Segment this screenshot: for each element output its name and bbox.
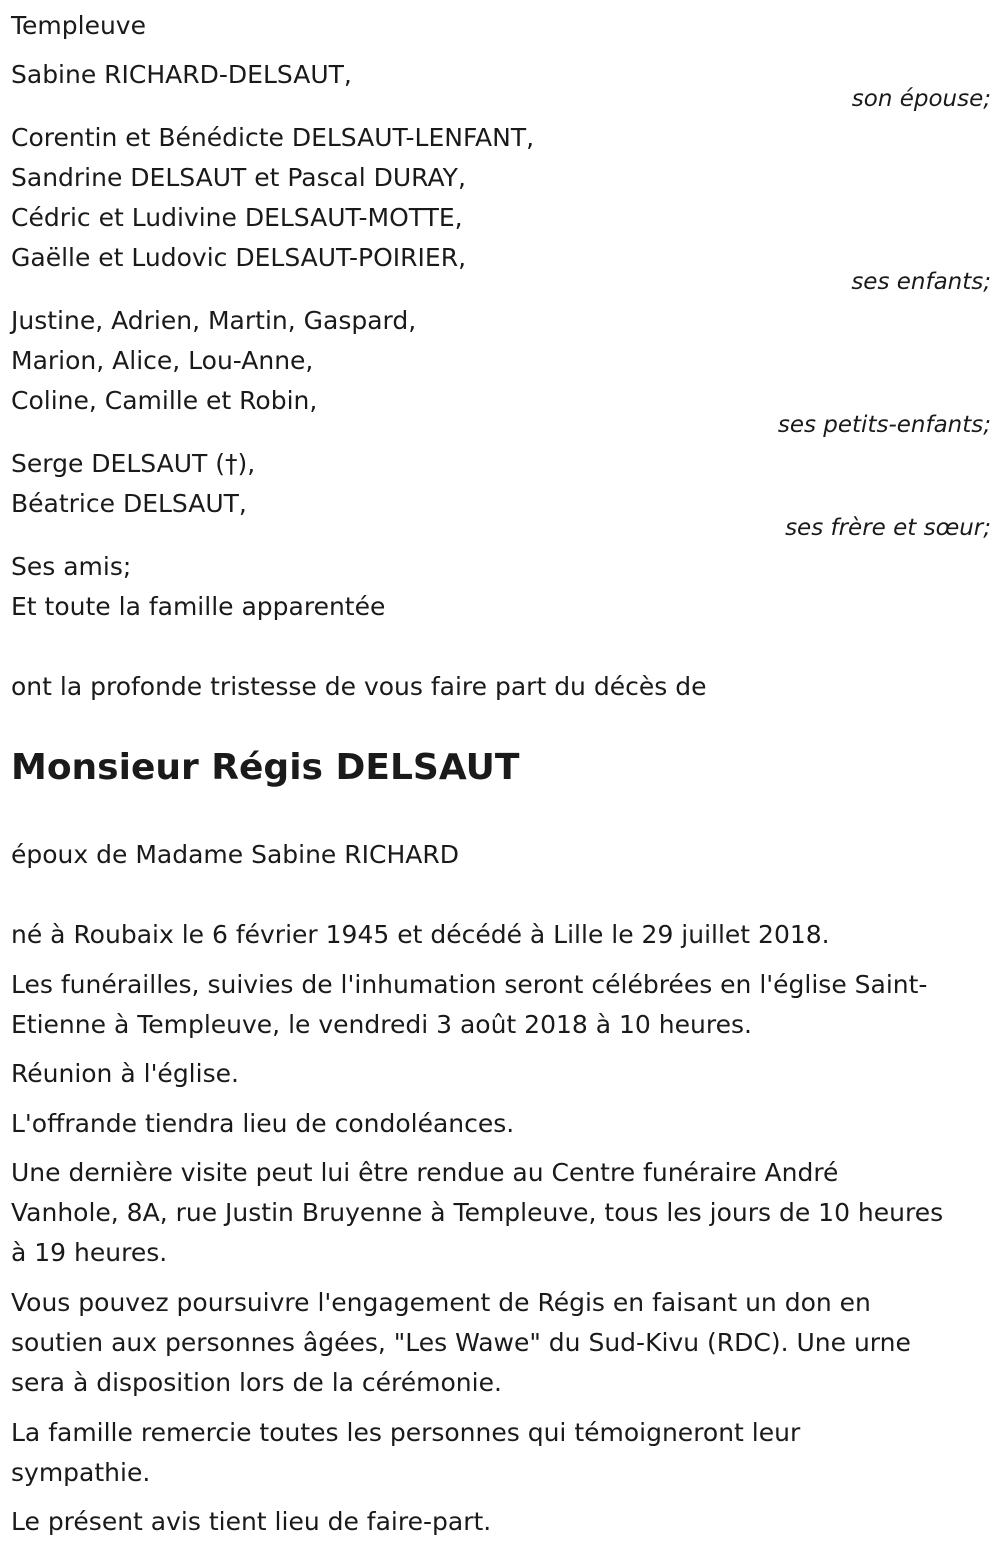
paragraph: né à Roubaix le 6 février 1945 et décédé à Lille le 29 juillet 2018. <box>11 920 830 949</box>
name-line: Corentin et Bénédicte DELSAUT-LENFANT, <box>11 123 535 152</box>
paragraph: Vous pouvez poursuivre l'engagement de Régis en faisant un don en soutien aux personnes âgées, "Les Wawe" du Sud-Kivu (RDC). Une urne sera à disposition lors de la cérémonie. <box>11 1288 911 1397</box>
paragraph: Réunion à l'église. <box>11 1059 239 1088</box>
spouse-line: époux de Madame Sabine RICHARD <box>11 840 459 869</box>
name-line: Marion, Alice, Lou-Anne, <box>11 346 314 375</box>
family-line: Et toute la famille apparentée <box>11 592 386 621</box>
name-line: Justine, Adrien, Martin, Gaspard, <box>11 306 417 335</box>
relation-label: ses frère et sœur; <box>785 515 991 541</box>
name-line: Sandrine DELSAUT et Pascal DURAY, <box>11 163 466 192</box>
name-line: Béatrice DELSAUT, <box>11 489 247 518</box>
paragraph: La famille remercie toutes les personnes qui témoigneront leur sympathie. <box>11 1418 801 1487</box>
name-line: Coline, Camille et Robin, <box>11 386 318 415</box>
announcement-line: ont la profonde tristesse de vous faire part du décès de <box>11 672 707 701</box>
deceased-name: Monsieur Régis DELSAUT <box>11 747 520 788</box>
relation-label: son épouse; <box>851 86 991 112</box>
paragraph: Le présent avis tient lieu de faire-part. <box>11 1507 492 1536</box>
name-line: Serge DELSAUT (†), <box>11 449 256 478</box>
relation-label: ses enfants; <box>851 269 991 295</box>
name-line: Cédric et Ludivine DELSAUT-MOTTE, <box>11 203 463 232</box>
paragraph: Les funérailles, suivies de l'inhumation seront célébrées en l'église Saint-Etienne à Templeuve, le vendredi 3 août 2018 à 10 heures. <box>11 970 928 1039</box>
friends-line: Ses amis; <box>11 552 132 581</box>
relation-label: ses petits-enfants; <box>777 412 991 438</box>
paragraph: Une dernière visite peut lui être rendue au Centre funéraire André Vanhole, 8A, rue Justin Bruyenne à Templeuve, tous les jours de 10 heures à 19 heures. <box>11 1158 944 1267</box>
place-name: Templeuve <box>11 11 146 40</box>
name-line: Gaëlle et Ludovic DELSAUT-POIRIER, <box>11 243 467 272</box>
paragraph: L'offrande tiendra lieu de condoléances. <box>11 1109 515 1138</box>
name-line: Sabine RICHARD-DELSAUT, <box>11 60 352 89</box>
